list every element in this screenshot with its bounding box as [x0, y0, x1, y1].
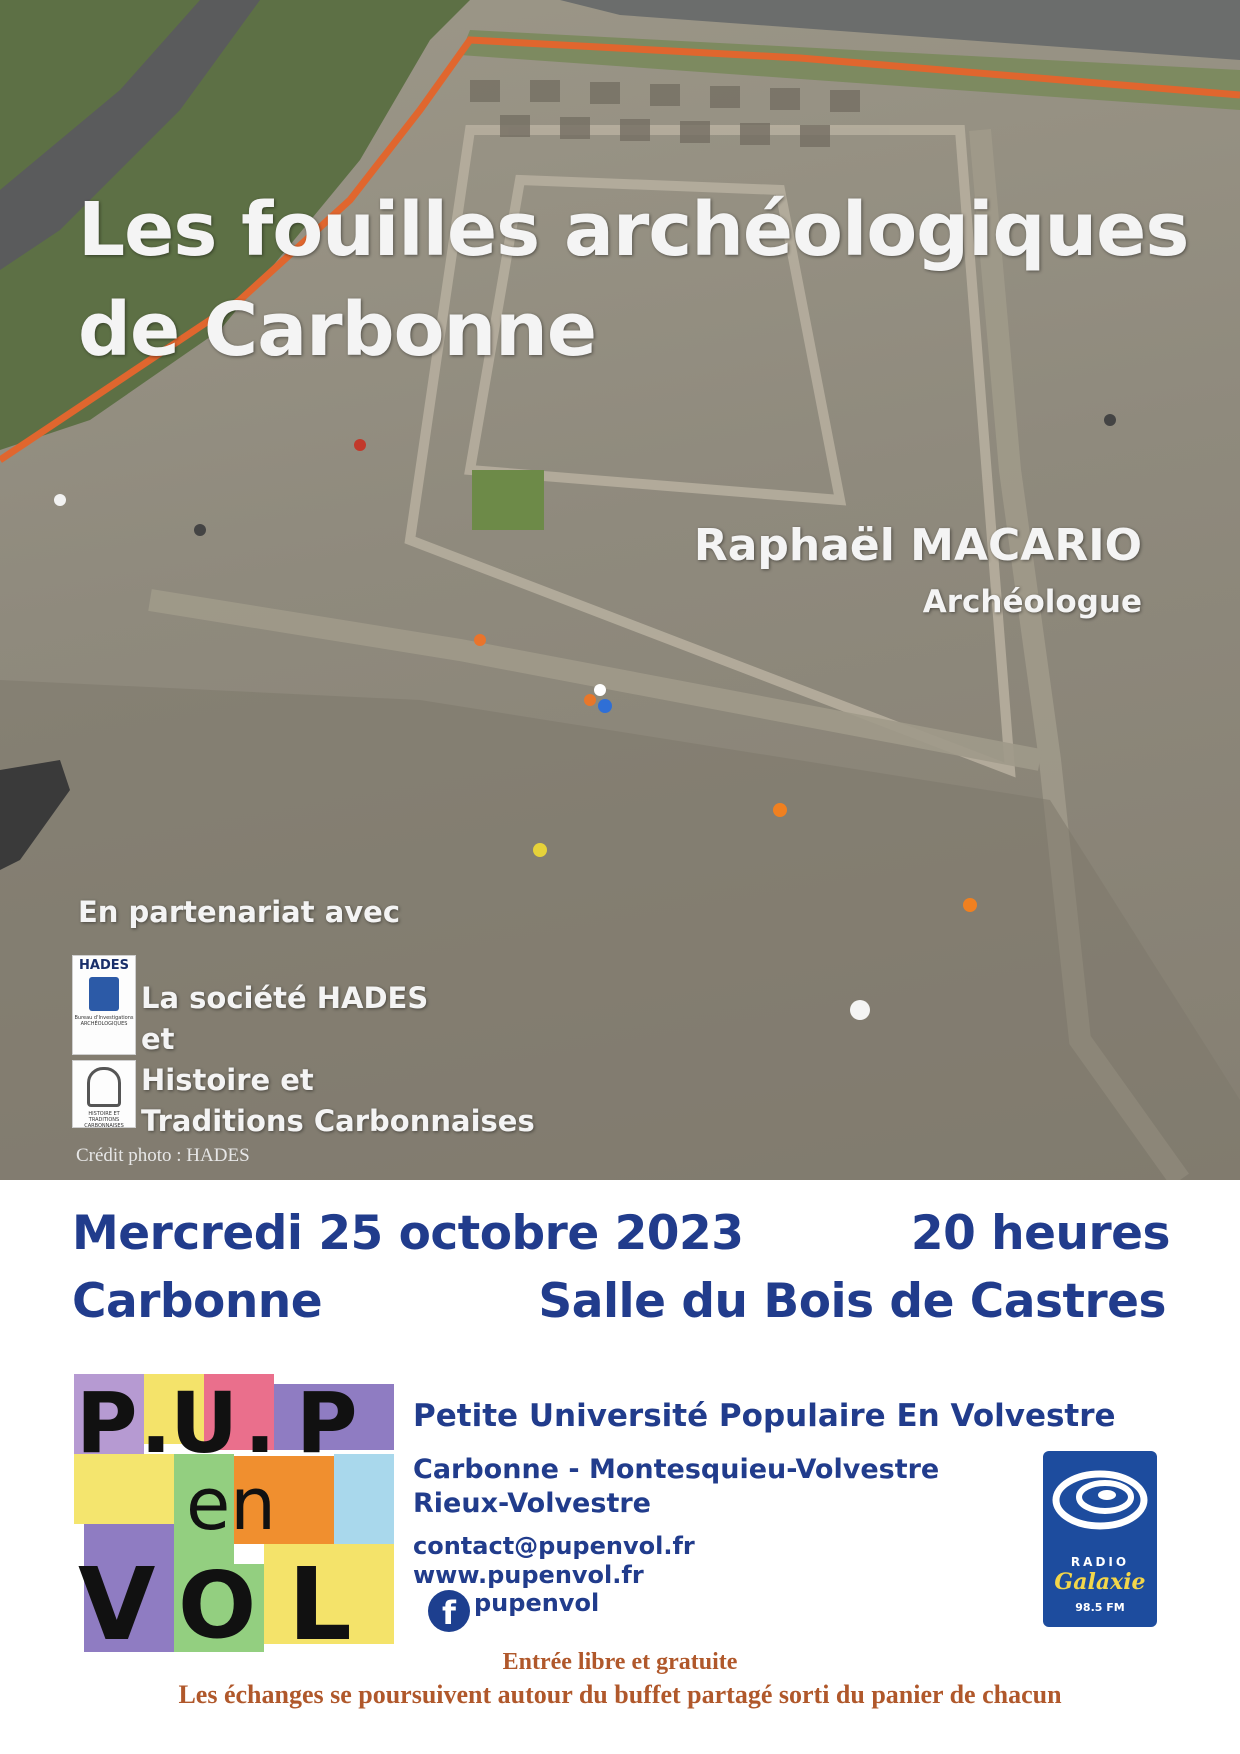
- pup-en-vol-logo: [74, 1374, 394, 1663]
- hades-emblem-icon: [89, 977, 119, 1011]
- speaker-name: Raphaël MACARIO: [693, 520, 1142, 571]
- speaker-role: Archéologue: [922, 584, 1142, 620]
- pup-letter-o: O: [178, 1552, 257, 1659]
- radio-galaxie-logo: [1043, 1451, 1157, 1627]
- organizer-towns-line-1: Carbonne - Montesquieu-Volvestre: [413, 1454, 940, 1485]
- title-line-1: Les fouilles archéologiques: [78, 187, 1189, 273]
- pup-letter-p2: P: [296, 1374, 358, 1472]
- radio-name: Galaxie: [1054, 1569, 1146, 1595]
- hades-logo: [72, 955, 136, 1055]
- radio-spiral-icon: [1043, 1455, 1157, 1545]
- organizer-name: Petite Université Populaire En Volvestre: [413, 1398, 1116, 1434]
- pup-letter-u: U: [170, 1374, 239, 1472]
- event-date: Mercredi 25 octobre 2023: [72, 1206, 744, 1261]
- htc-emblem-icon: [87, 1067, 121, 1107]
- partner-htc-line-1: Histoire et: [141, 1063, 314, 1097]
- partner-hades: La société HADES: [141, 981, 429, 1015]
- pup-letter-l: L: [288, 1546, 352, 1663]
- organizer-towns-line-2: Rieux-Volvestre: [413, 1488, 651, 1519]
- partnership-label: En partenariat avec: [78, 895, 401, 929]
- hades-logo-text: HADES: [79, 958, 129, 973]
- title-line-2: de Carbonne: [78, 287, 597, 373]
- pup-letter-p1: P: [76, 1374, 138, 1472]
- htc-logo: [72, 1060, 136, 1128]
- htc-logo-sub: HISTOIRE ET TRADITIONS CARBONNAISES: [84, 1111, 124, 1129]
- organizer-website[interactable]: www.pupenvol.fr: [413, 1561, 644, 1589]
- event-title: [78, 180, 1198, 380]
- free-entry-notice: Entrée libre et gratuite: [502, 1649, 738, 1675]
- event-time: 20 heures: [910, 1206, 1170, 1261]
- pup-word-en: en: [186, 1462, 276, 1546]
- photo-credit: Crédit photo : HADES: [76, 1145, 250, 1166]
- event-venue: Salle du Bois de Castres: [538, 1274, 1166, 1329]
- partner-htc-line-2: Traditions Carbonnaises: [141, 1104, 535, 1138]
- pup-letter-v: V: [78, 1546, 156, 1663]
- pup-dot-1: .: [140, 1374, 172, 1472]
- organizer-email[interactable]: contact@pupenvol.fr: [413, 1532, 695, 1560]
- pup-dot-2: .: [244, 1374, 276, 1472]
- radio-frequency: 98.5 FM: [1075, 1601, 1125, 1614]
- hades-logo-sub: Bureau d'Investigations ARCHÉOLOGIQUES: [74, 1015, 134, 1027]
- event-city: Carbonne: [72, 1274, 323, 1329]
- buffet-notice: Les échanges se poursuivent autour du buffet partagé sorti du panier de chacun: [178, 1680, 1062, 1709]
- partner-conjunction: et: [141, 1022, 175, 1056]
- facebook-icon[interactable]: f: [428, 1590, 470, 1632]
- radio-label: RADIO: [1070, 1555, 1130, 1569]
- organizer-facebook[interactable]: pupenvol: [474, 1589, 600, 1617]
